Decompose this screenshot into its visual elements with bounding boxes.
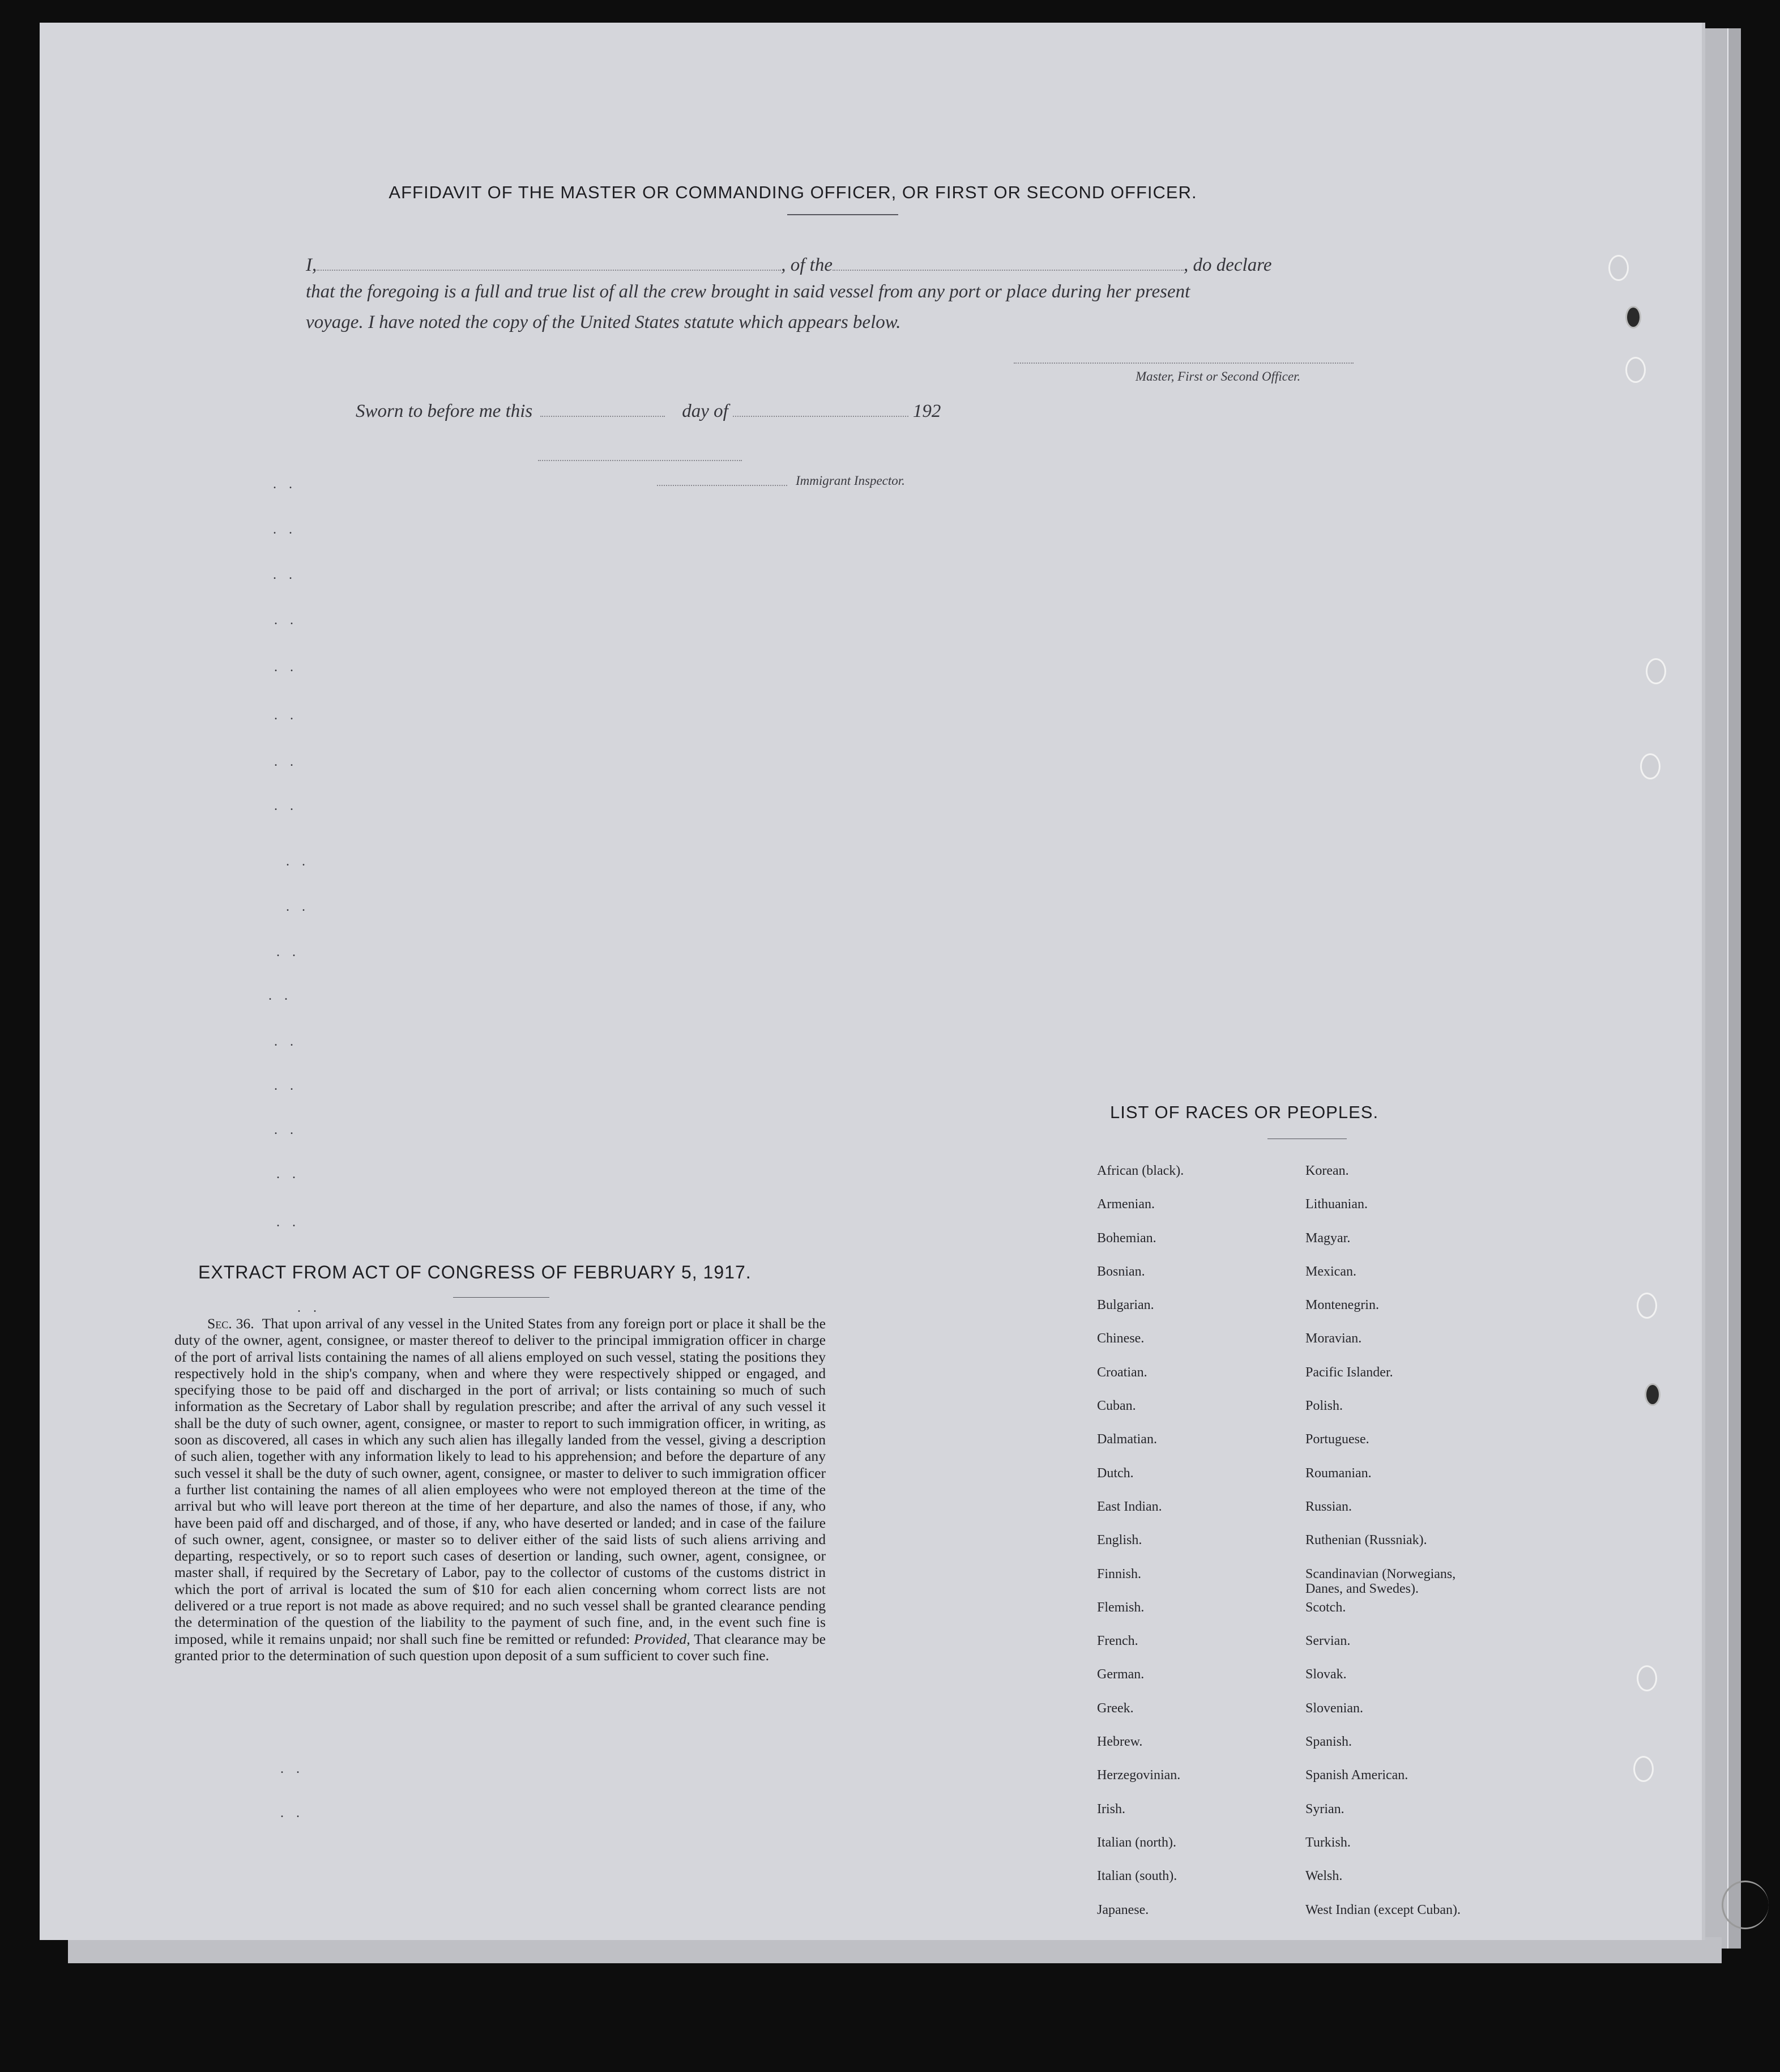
i-label: I, [306,255,317,275]
margin-dots: . . [273,522,297,537]
race-item: Flemish. [1097,1600,1145,1615]
section-body: That upon arrival of any vessel in the United States from any foreign port or place it shall be the duty of the owner, agent, consignee, or master thereof to deliver to the principal immigration officer in charge of the port of arrival lists containing the names of all aliens employed on such vessel, stating the positions they respectively hold in the ship's company, when and where they were respectively shipped or engaged, and specifying those to be paid off and discharged in the port of arrival; or lists containing so much of such information as the Secretary of Labor shall by regulation prescribe; and after the arrival of any such vessel it shall be the duty of such owner, agent, consignee, or master to report to such immigration officer, in writing, as soon as discovered, all cases in which any such alien has illegally landed from the vessel, giving a description of such alien, together with any information likely to lead to his apprehension; and before the departure of any such vessel it shall be the duty of such owner, agent, consignee, or master to deliver to such immigration officer a further list containing the names of all alien employees who were not employed thereon at the time of the arrival but who will leave port thereon at the time of her departure, and also the names of those, if any, who have been paid off and discharged, and of those, if any, who have deserted or landed; and in case of the failure of such owner, agent, consignee, or master so to deliver either of the said lists of such aliens arriving and departing, respectively, or so to report such cases of desertion or landing, such owner, agent, consignee, or master shall, if required by the Secretary of Labor, pay to the collector of customs of the customs district in which the port of arrival is located the sum of $10 for each alien concerning whom correct lists are not delivered or a true report is not made as above required; and no such vessel shall be granted clearance pending the determination of the question of the liability to the payment of such fine, and, in the event such fine is imposed, while it remains unpaid; nor shall such fine be remitted or refunded: [174,1315,826,1647]
race-item: Welsh. [1305,1869,1343,1884]
races-title: LIST OF RACES OR PEOPLES. [1110,1102,1379,1122]
race-item: Bohemian. [1097,1230,1156,1246]
race-item: Pacific Islander. [1305,1365,1393,1380]
race-item: Slovenian. [1305,1700,1363,1716]
provided-label: Provided, [634,1630,690,1647]
race-item: Spanish. [1305,1734,1352,1750]
extract-rule [453,1297,549,1298]
stamp-mark [1722,1881,1769,1929]
margin-dots: . . [274,1034,298,1049]
page-edge-stack-outer [1727,28,1741,1949]
margin-dots: . . [274,660,298,675]
race-item: Chinese. [1097,1331,1145,1346]
inspector-field[interactable] [657,485,787,486]
margin-dots: . . [274,708,298,723]
race-item: Scandinavian (Norwegians, Danes, and Swedes). [1305,1566,1456,1596]
race-item: Scotch. [1305,1600,1346,1615]
binding-hole-icon [1637,1665,1657,1691]
margin-dots: . . [274,754,298,769]
margin-dots: . . [297,1301,321,1315]
race-item: Greek. [1097,1700,1134,1716]
extract-title: EXTRACT FROM ACT OF CONGRESS OF FEBRUARY 5, 1917. [198,1262,752,1282]
race-item: Cuban. [1097,1399,1136,1414]
margin-dots: . . [286,854,310,869]
race-item: Turkish. [1305,1835,1351,1850]
sworn-line [356,401,941,422]
margin-dots: . . [274,613,298,628]
race-item: Servian. [1305,1634,1351,1649]
race-item: Ruthenian (Russniak). [1305,1533,1427,1548]
race-item: Finnish. [1097,1566,1142,1581]
day-field[interactable] [540,416,665,417]
signature-field[interactable] [1014,363,1354,364]
race-item: Bulgarian. [1097,1298,1154,1313]
race-item: Croatian. [1097,1365,1147,1380]
affidavit-line-3: voyage. I have noted the copy of the United States statute which appears below. [306,312,901,332]
race-item: Dalmatian. [1097,1432,1157,1447]
race-item: Lithuanian. [1305,1197,1368,1212]
races-left-column [1097,1163,1184,1936]
margin-dots: . . [273,568,297,582]
margin-dots: . . [276,1215,300,1230]
margin-dots: . . [276,1167,300,1182]
binding-hole-icon [1646,658,1666,684]
race-item: Dutch. [1097,1465,1134,1481]
race-item: West Indian (except Cuban). [1305,1902,1461,1917]
section-label: Sec. 36. [207,1315,254,1332]
race-item: German. [1097,1667,1145,1682]
race-item: Roumanian. [1305,1465,1372,1481]
margin-dots: . . [274,1078,298,1093]
inspector-caption: Immigrant Inspector. [796,474,905,488]
race-item: Herzegovinian. [1097,1768,1181,1783]
race-item: Irish. [1097,1801,1125,1817]
race-item: Korean. [1305,1163,1349,1178]
binding-hole-icon [1637,1293,1657,1319]
race-item: Mexican. [1305,1264,1356,1279]
binding-hole-icon [1608,255,1629,281]
affidavit-title: AFFIDAVIT OF THE MASTER OR COMMANDING OFFICER, OR FIRST OR SECOND OFFICER. [389,182,1197,202]
race-item: Hebrew. [1097,1734,1143,1750]
race-item: Montenegrin. [1305,1298,1379,1313]
race-item: Magyar. [1305,1230,1351,1246]
margin-dots: . . [274,1123,298,1137]
name-field[interactable] [317,270,781,271]
signature-caption: Master, First or Second Officer. [1136,369,1301,383]
race-item: Moravian. [1305,1331,1362,1346]
races-right-column [1305,1163,1461,1936]
race-item: Armenian. [1097,1197,1155,1212]
race-item: Italian (south). [1097,1869,1177,1884]
margin-dots: . . [280,1762,304,1776]
vessel-field[interactable] [833,270,1184,271]
binding-hole-icon [1633,1756,1654,1782]
binding-hole-icon [1640,753,1661,779]
year-label: 192 [912,401,941,421]
affidavit-line-1 [306,255,1271,276]
race-item: Russian. [1305,1499,1352,1514]
race-item: Slovak. [1305,1667,1347,1682]
race-item: African (black). [1097,1163,1184,1178]
race-item: Spanish American. [1305,1768,1408,1783]
page-bottom-strip [68,1937,1722,1963]
margin-dots: . . [276,945,300,960]
binding-hole-icon [1625,357,1646,383]
margin-dots: . . [280,1806,304,1821]
race-item: English. [1097,1533,1142,1548]
margin-dots: . . [286,899,310,914]
section-36-text [174,1315,826,1664]
inspector-signature-field[interactable] [538,460,742,461]
race-item: French. [1097,1634,1138,1649]
of-the-label: , of the [781,255,833,275]
margin-dots: . . [268,988,292,1003]
race-item: Japanese. [1097,1902,1149,1917]
race-item: East Indian. [1097,1499,1162,1514]
sworn-label: Sworn to before me this [356,401,533,421]
declare-label: , do declare [1183,255,1272,275]
race-item: Italian (north). [1097,1835,1176,1850]
race-item: Portuguese. [1305,1432,1369,1447]
day-of-label: day of [682,401,728,421]
binding-hole-icon [1625,306,1641,329]
margin-dots: . . [273,477,297,492]
race-item: Syrian. [1305,1801,1344,1817]
race-item: Polish. [1305,1399,1343,1414]
race-item: Bosnian. [1097,1264,1145,1279]
month-field[interactable] [733,416,908,417]
affidavit-line-2: that the foregoing is a full and true list of all the crew brought in said vessel from any port or place during her present [306,282,1190,302]
binding-hole-icon [1645,1383,1661,1406]
section-body-end: That clearance may be granted prior to the determination of such question upon deposit of a sum sufficient to cover such fine. [174,1630,826,1664]
margin-dots: . . [274,799,298,813]
title-rule [787,214,898,215]
